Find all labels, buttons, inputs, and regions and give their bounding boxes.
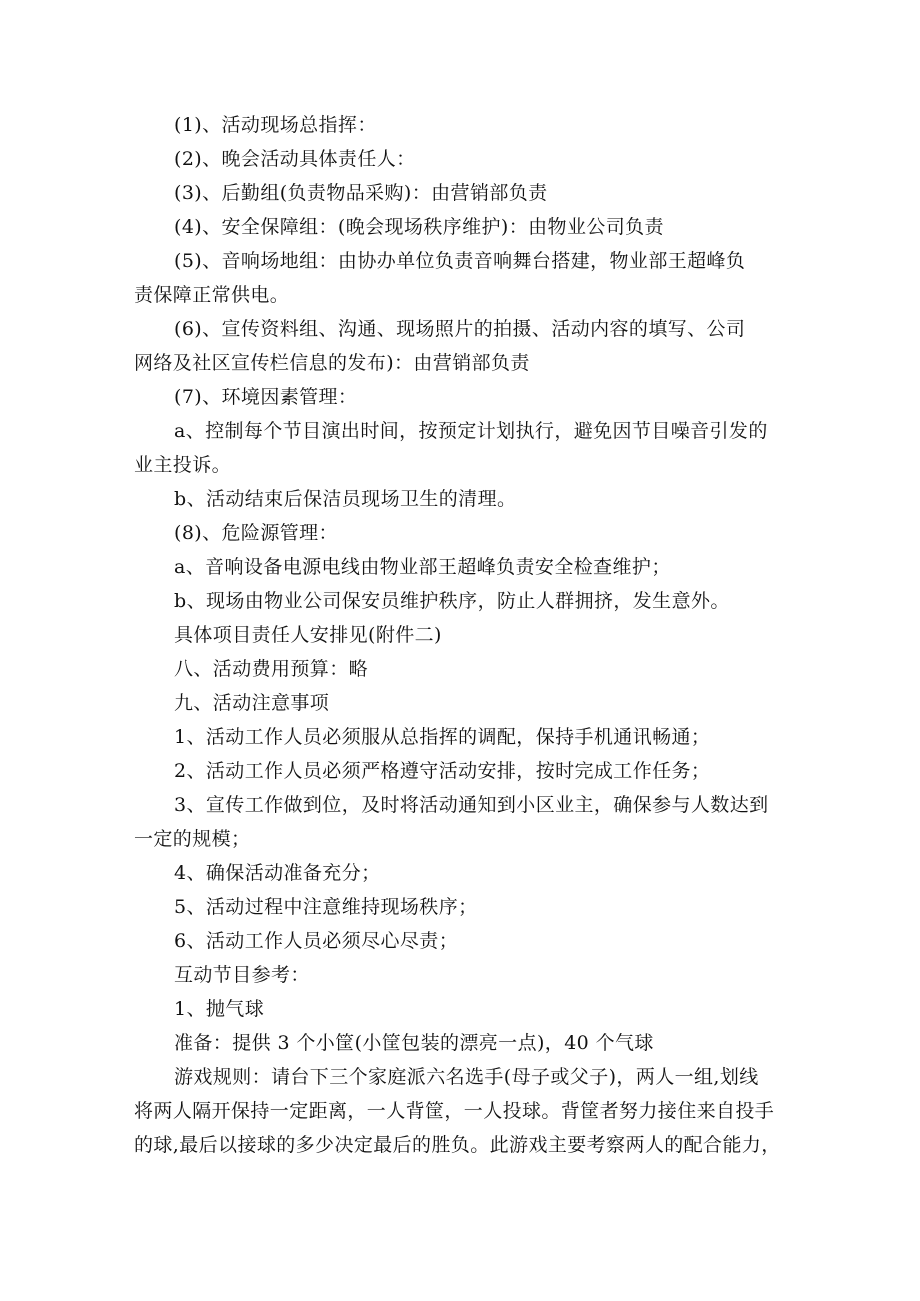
- text-line: 3、宣传工作做到位，及时将活动通知到小区业主，确保参与人数达到: [174, 794, 769, 816]
- text-line: (4)、安全保障组：(晚会现场秩序维护)：由物业公司负责: [174, 216, 664, 238]
- paragraph: [134, 244, 794, 312]
- paragraph: [134, 1060, 794, 1162]
- text-line: 责保障正常供电。: [134, 284, 290, 306]
- paragraph: [134, 686, 794, 720]
- text-line: a、音响设备电源电线由物业部王超峰负责安全检查维护；: [174, 556, 671, 578]
- paragraph: [134, 380, 794, 414]
- paragraph: [134, 550, 794, 584]
- text-line: (5)、音响场地组：由协办单位负责音响舞台搭建，物业部王超峰负: [174, 250, 746, 272]
- paragraph: [134, 516, 794, 550]
- paragraph: [134, 924, 794, 958]
- paragraph: [134, 312, 794, 380]
- text-line: 1、活动工作人员必须服从总指挥的调配，保持手机通讯畅通；: [174, 726, 711, 748]
- text-line: a、控制每个节目演出时间，按预定计划执行，避免因节目噪音引发的: [174, 420, 768, 442]
- text-line: 八、活动费用预算：略: [174, 658, 369, 680]
- text-line: 2、活动工作人员必须严格遵守活动安排，按时完成工作任务；: [174, 760, 711, 782]
- text-line: 游戏规则：请台下三个家庭派六名选手(母子或父子)，两人一组,划线: [174, 1066, 759, 1088]
- text-line: b、现场由物业公司保安员维护秩序，防止人群拥挤，发生意外。: [174, 590, 730, 612]
- text-line: 业主投诉。: [134, 454, 232, 476]
- paragraph: [134, 1026, 794, 1060]
- text-line: (1)、活动现场总指挥：: [174, 114, 377, 136]
- paragraph: [134, 652, 794, 686]
- text-line: 6、活动工作人员必须尽心尽责；: [174, 930, 459, 952]
- paragraph: [134, 992, 794, 1026]
- document-body: [134, 108, 794, 1162]
- text-line: (6)、宣传资料组、沟通、现场照片的拍摄、活动内容的填写、公司: [174, 318, 746, 340]
- text-line: 将两人隔开保持一定距离，一人背筐，一人投球。背筐者努力接住来自投手: [134, 1100, 775, 1122]
- text-line: (3)、后勤组(负责物品采购)：由营销部负责: [174, 182, 548, 204]
- text-line: 4、确保活动准备充分；: [174, 862, 381, 884]
- paragraph: [134, 176, 794, 210]
- text-line: 网络及社区宣传栏信息的发布)：由营销部负责: [134, 352, 530, 374]
- paragraph: [134, 890, 794, 924]
- paragraph: [134, 618, 794, 652]
- paragraph: [134, 210, 794, 244]
- text-line: 1、抛气球: [174, 998, 265, 1020]
- text-line: 互动节目参考：: [174, 964, 310, 986]
- paragraph: [134, 856, 794, 890]
- text-line: (2)、晚会活动具体责任人：: [174, 148, 416, 170]
- text-line: 准备：提供 3 个小筐(小筐包装的漂亮一点)，40 个气球: [174, 1032, 654, 1054]
- paragraph: [134, 142, 794, 176]
- paragraph: [134, 720, 794, 754]
- paragraph: [134, 414, 794, 482]
- paragraph: [134, 584, 794, 618]
- paragraph: [134, 482, 794, 516]
- paragraph: [134, 958, 794, 992]
- text-line: (8)、危险源管理：: [174, 522, 338, 544]
- paragraph: [134, 754, 794, 788]
- paragraph: [134, 108, 794, 142]
- text-line: b、活动结束后保洁员现场卫生的清理。: [174, 488, 517, 510]
- text-line: (7)、环境因素管理：: [174, 386, 358, 408]
- text-line: 具体项目责任人安排见(附件二): [174, 624, 442, 646]
- text-line: 九、活动注意事项: [174, 692, 330, 714]
- text-line: 一定的规模；: [134, 828, 251, 850]
- paragraph: [134, 788, 794, 856]
- text-line: 5、活动过程中注意维持现场秩序；: [174, 896, 478, 918]
- text-line: 的球,最后以接球的多少决定最后的胜负。此游戏主要考察两人的配合能力，: [134, 1134, 781, 1156]
